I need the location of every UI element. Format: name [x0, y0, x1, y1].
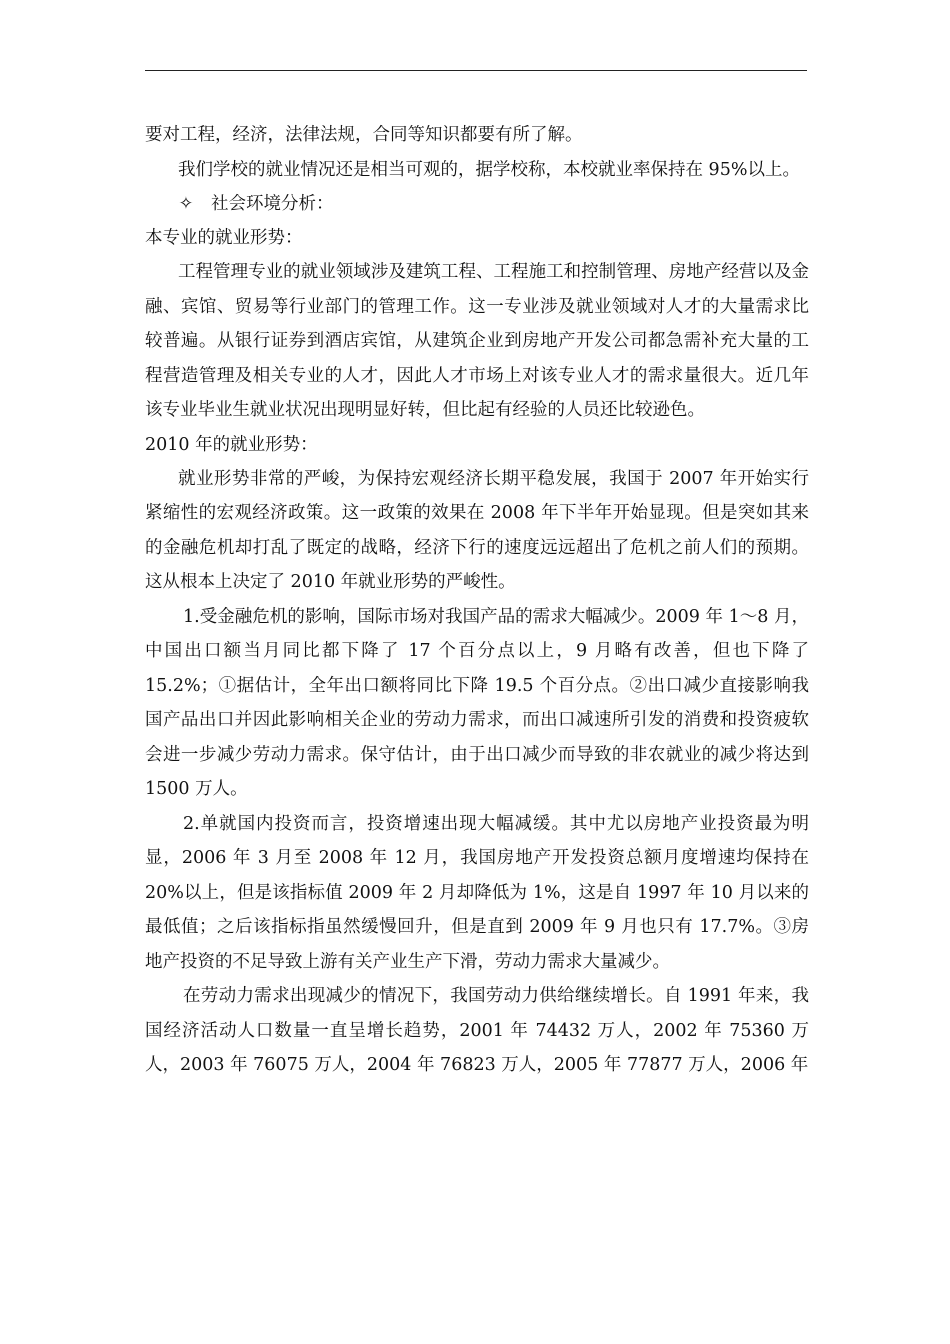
diamond-outline-icon: ✧ — [178, 194, 194, 214]
section-heading-text: 社会环境分析： — [211, 194, 334, 214]
label-2010-employment: 2010 年的就业形势： — [145, 434, 318, 455]
section-heading — [145, 187, 809, 221]
paragraph-major-fields: 工程管理专业的就业领域涉及建筑工程、工程施工和控制管理、房地产经营以及金融、宾馆、贸易等行业部门的管理工作。这一专业涉及就业领域对人才的大量需求比较普遍。从银行证券到酒店宾馆，从建筑企业到房地产开发公司都急需补充大量的工程营造管理及相关专业的人才，因此人才市场上对该专业人才的需求量很大。近几年该专业毕业生就业状况出现明显好转，但比起有经验的人员还比较逊色。 — [145, 262, 809, 420]
document-body — [145, 118, 809, 1083]
paragraph-labor-supply: 在劳动力需求出现减少的情况下，我国劳动力供给继续增长。自 1991 年来，我国经济活动人口数量一直呈增长趋势，2001 年 74432 万人，2002 年 75360 万人，2003 年 76075 万人，2004 年 76823 万人，2005 年 77877 万人，2006 年 — [145, 986, 809, 1075]
paragraph-2010-situation: 就业形势非常的严峻，为保持宏观经济长期平稳发展，我国于 2007 年开始实行紧缩性的宏观经济政策。这一政策的效果在 2008 年下半年开始显现。但是突如其来的金融危机却打乱了既定的战略，经济下行的速度远远超出了危机之前人们的预期。这从根本上决定了 2010 年就业形势的严峻性。 — [145, 468, 809, 592]
paragraph-employment-rate: 我们学校的就业情况还是相当可观的，据学校称，本校就业率保持在 95%以上。 — [178, 159, 800, 180]
paragraph-point-1: 1.受金融危机的影响，国际市场对我国产品的需求大幅减少。2009 年 1～8 月，中国出口额当月同比都下降了 17 个百分点以上，9 月略有改善，但也下降了 15.2%；①据估计，全年出口额将同比下降 19.5 个百分点。②出口减少直接影响我国产品出口并因此影响相关企业的劳动力需求，而出口减速所引发的消费和投资疲软会进一步减少劳动力需求。保守估计，由于出口减少而导致的非农就业的减少将达到 1500 万人。 — [145, 606, 809, 799]
header-rule — [145, 70, 807, 71]
paragraph-knowledge: 要对工程，经济，法律法规，合同等知识都要有所了解。 — [145, 125, 583, 145]
label-major-employment: 本专业的就业形势： — [145, 228, 303, 248]
paragraph-point-2: 2.单就国内投资而言，投资增速出现大幅减缓。其中尤以房地产业投资最为明显，2006 年 3 月至 2008 年 12 月，我国房地产开发投资总额月度增速均保持在 20%以上，但是该指标值 2009 年 2 月却降低为 1%，这是自 1997 年 10 月以来的最低值；之后该指标指虽然缓慢回升，但是直到 2009 年 9 月也只有 17.7%。③房地产投资的不足导致上游有关产业生产下滑，劳动力需求大量减少。 — [145, 813, 809, 972]
